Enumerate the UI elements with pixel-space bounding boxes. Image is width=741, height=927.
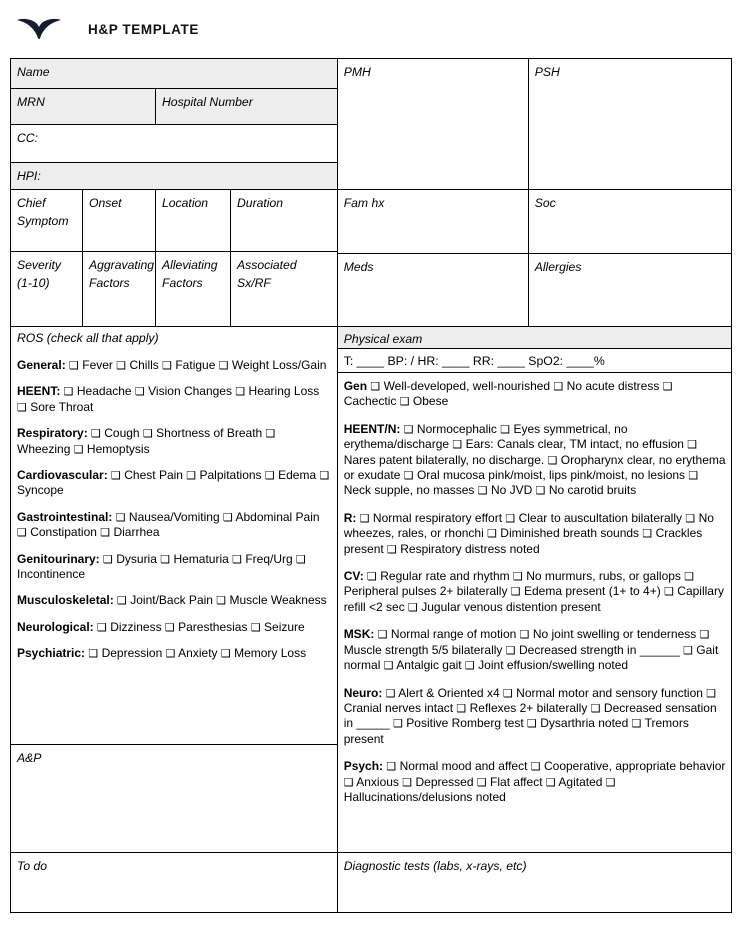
checkbox-label: Cachectic xyxy=(343,394,400,409)
field-soc[interactable]: Soc xyxy=(534,196,556,210)
field-severity[interactable]: Severity (1-10) xyxy=(11,252,83,326)
checkbox-label: Chills xyxy=(126,358,163,372)
category-label: Psych: xyxy=(343,759,387,774)
field-duration[interactable]: Duration xyxy=(237,196,284,210)
checkbox-icon[interactable]: ❑ xyxy=(117,594,127,608)
checkbox-label: Wheezing xyxy=(17,441,74,456)
category-label: Musculoskeletal: xyxy=(17,593,118,608)
ros-system-6 xyxy=(17,593,332,608)
checkbox-label: Hearing Loss xyxy=(245,384,320,399)
field-aggravating-factors[interactable]: Aggravating Factors xyxy=(83,252,156,326)
hpi-grid-row-1 xyxy=(11,190,337,252)
checkbox-label: Cough xyxy=(100,426,143,441)
checkbox-icon[interactable]: ❑ xyxy=(662,380,673,393)
checkbox-label: Memory Loss xyxy=(230,646,307,661)
checkbox-icon[interactable]: ❑ xyxy=(683,643,693,657)
category-label: Neuro: xyxy=(343,685,386,700)
meds-allergies-row xyxy=(338,254,731,327)
checkbox-icon[interactable]: ❑ xyxy=(160,552,171,566)
checkbox-label: No wheezes, rales, or rhonchi xyxy=(343,510,714,541)
checkbox-icon[interactable]: ❑ xyxy=(399,395,410,409)
checkbox-label: Dysarthria noted xyxy=(536,716,632,731)
field-todo[interactable]: To do xyxy=(17,859,48,873)
exam-system-4 xyxy=(344,627,726,673)
checkbox-icon[interactable]: ❑ xyxy=(699,628,710,642)
page-header xyxy=(0,0,741,58)
checkbox-icon[interactable]: ❑ xyxy=(218,359,229,372)
ros-heading: ROS (check all that apply) xyxy=(17,331,159,345)
hpi-grid-row-2 xyxy=(11,252,337,327)
checkbox-label: Tremors present xyxy=(343,716,689,746)
checkbox-label: Vision Changes xyxy=(144,384,236,399)
checkbox-label: Dysuria xyxy=(112,551,161,566)
field-associated-sx-rf[interactable]: Associated Sx/RF xyxy=(237,258,301,290)
checkbox-icon[interactable]: ❑ xyxy=(505,643,516,657)
page-title: H&P TEMPLATE xyxy=(88,21,199,37)
checkbox-icon[interactable]: ❑ xyxy=(17,526,27,540)
checkbox-label: Well-developed, well-nourished xyxy=(380,379,554,393)
checkbox-icon[interactable]: ❑ xyxy=(387,542,397,556)
wing-bird-logo-icon xyxy=(16,14,62,44)
field-hpi[interactable]: HPI: xyxy=(11,163,337,190)
field-onset[interactable]: Onset xyxy=(83,190,156,251)
checkbox-icon[interactable]: ❑ xyxy=(605,775,616,789)
exam-system-3 xyxy=(344,569,726,615)
checkbox-icon[interactable]: ❑ xyxy=(69,359,79,372)
checkbox-icon[interactable]: ❑ xyxy=(688,469,699,483)
checkbox-label: Seizure xyxy=(260,619,305,634)
checkbox-label: Crackles present xyxy=(343,526,703,556)
ros-checklist[interactable] xyxy=(17,358,332,662)
checkbox-icon[interactable]: ❑ xyxy=(527,717,537,731)
left-column xyxy=(11,59,338,912)
checkbox-icon[interactable]: ❑ xyxy=(403,422,414,436)
checkbox-icon[interactable]: ❑ xyxy=(319,469,330,483)
checkbox-icon[interactable]: ❑ xyxy=(547,453,558,467)
field-diagnostic-tests[interactable]: Diagnostic tests (labs, x-rays, etc) xyxy=(343,859,527,873)
exam-system-6 xyxy=(344,759,726,805)
checkbox-icon[interactable]: ❑ xyxy=(186,469,197,483)
checkbox-label: Freq/Urg xyxy=(242,551,297,566)
ros-system-7 xyxy=(17,620,332,635)
checkbox-icon[interactable]: ❑ xyxy=(222,510,233,524)
checkbox-icon[interactable]: ❑ xyxy=(220,647,231,661)
checkbox-label: Decreased strength in ______ xyxy=(515,642,684,657)
checkbox-label: Neck supple, no masses xyxy=(343,483,478,498)
exam-system-5 xyxy=(344,686,726,748)
checkbox-label: Shortness of Breath xyxy=(152,426,266,441)
category-label: HEENT: xyxy=(17,384,64,399)
checkbox-label: No carotid bruits xyxy=(545,483,637,498)
checkbox-icon[interactable]: ❑ xyxy=(265,427,276,441)
checkbox-icon[interactable]: ❑ xyxy=(505,511,516,525)
checkbox-icon[interactable]: ❑ xyxy=(545,775,556,789)
hp-form-table xyxy=(10,58,732,913)
ros-system-0 xyxy=(17,358,332,373)
field-ap[interactable]: A&P xyxy=(11,745,337,853)
checkbox-icon[interactable]: ❑ xyxy=(100,526,111,540)
field-chief-symptom[interactable]: Chief Symptom xyxy=(11,190,83,251)
checkbox-icon[interactable]: ❑ xyxy=(367,570,377,584)
checkbox-label: No acute distress xyxy=(563,379,663,393)
checkbox-label: Edema xyxy=(274,468,320,483)
checkbox-label: Decreased sensation in _____ xyxy=(343,700,717,731)
pmh-psh-row xyxy=(338,59,731,190)
field-allergies[interactable]: Allergies xyxy=(534,260,582,274)
checkbox-label: Weight Loss/Gain xyxy=(228,358,327,372)
checkbox-icon[interactable]: ❑ xyxy=(232,552,243,566)
category-label: Neurological: xyxy=(17,619,98,634)
checkbox-icon[interactable]: ❑ xyxy=(142,427,153,441)
checkbox-label: Ears: Canals clear, TM intact, no effusion xyxy=(462,437,688,452)
field-alleviating-factors[interactable]: Alleviating Factors xyxy=(156,252,231,326)
checkbox-label: Positive Romberg test xyxy=(402,716,528,731)
checkbox-icon[interactable]: ❑ xyxy=(383,659,394,673)
category-label: Gastrointestinal: xyxy=(17,509,116,524)
checkbox-icon[interactable]: ❑ xyxy=(162,359,173,372)
ros-system-1 xyxy=(17,384,332,415)
checkbox-label: Agitated xyxy=(555,774,606,789)
checkbox-icon[interactable]: ❑ xyxy=(477,484,488,498)
ros-system-5 xyxy=(17,552,332,583)
checkbox-label: No JVD xyxy=(487,483,536,498)
checkbox-label: Constipation xyxy=(26,525,101,540)
checkbox-icon[interactable]: ❑ xyxy=(164,620,175,634)
right-column xyxy=(338,59,731,912)
checkbox-icon[interactable]: ❑ xyxy=(116,359,127,372)
checkbox-icon[interactable]: ❑ xyxy=(553,380,564,393)
checkbox-label: Normal respiratory effort xyxy=(369,510,506,525)
field-name[interactable]: Name xyxy=(11,59,337,89)
checkbox-label: Depressed xyxy=(412,774,477,789)
checkbox-icon[interactable]: ❑ xyxy=(685,511,696,525)
checkbox-icon[interactable]: ❑ xyxy=(535,484,546,498)
checkbox-label: Cranial nerves intact xyxy=(343,700,457,715)
checkbox-icon[interactable]: ❑ xyxy=(103,552,113,566)
checkbox-icon[interactable]: ❑ xyxy=(519,628,530,642)
checkbox-label: Alert & Oriented x4 xyxy=(395,685,503,700)
checkbox-icon[interactable]: ❑ xyxy=(73,442,84,456)
checkbox-label: Nares patent bilaterally, no discharge. xyxy=(343,452,548,467)
field-psh[interactable]: PSH xyxy=(534,65,560,79)
checkbox-label: Anxiety xyxy=(175,646,221,661)
checkbox-icon[interactable]: ❑ xyxy=(706,686,717,700)
checkbox-icon[interactable]: ❑ xyxy=(134,385,145,399)
checkbox-label: Peripheral pulses 2+ bilaterally xyxy=(343,584,511,599)
category-label: MSK: xyxy=(343,627,378,642)
checkbox-label: Headache xyxy=(73,384,135,399)
checkbox-label: Paresthesias xyxy=(174,619,251,634)
physical-exam-heading: Physical exam xyxy=(338,327,731,349)
checkbox-icon[interactable]: ❑ xyxy=(487,527,497,541)
checkbox-icon[interactable]: ❑ xyxy=(386,760,397,774)
checkbox-label: Normal motor and sensory function xyxy=(512,685,707,700)
checkbox-label: Oropharynx clear, no erythema or exudate xyxy=(343,452,726,483)
checkbox-label: Hemoptysis xyxy=(83,441,150,456)
checkbox-icon[interactable]: ❑ xyxy=(63,385,74,399)
vitals-row[interactable]: T: ____ BP: / HR: ____ RR: ____ SpO2: ____% xyxy=(338,349,731,373)
checkbox-label: Hallucinations/delusions noted xyxy=(343,789,506,804)
checkbox-icon[interactable]: ❑ xyxy=(377,628,388,642)
checkbox-icon[interactable]: ❑ xyxy=(530,760,541,774)
ros-system-2 xyxy=(17,426,332,457)
checkbox-icon[interactable]: ❑ xyxy=(216,594,227,608)
checkbox-icon[interactable]: ❑ xyxy=(370,380,381,393)
checkbox-label: Normal mood and affect xyxy=(396,759,531,774)
category-label: General: xyxy=(17,358,70,372)
checkbox-label: Abdominal Pain xyxy=(232,509,320,524)
checkbox-label: Syncope xyxy=(17,483,64,498)
checkbox-label: Normocephalic xyxy=(413,421,501,436)
checkbox-icon[interactable]: ❑ xyxy=(393,717,403,731)
exam-system-1 xyxy=(344,422,726,499)
checkbox-label: Joint/Back Pain xyxy=(126,593,217,608)
checkbox-label: Eyes symmetrical, no erythema/discharge xyxy=(343,421,628,452)
checkbox-icon[interactable]: ❑ xyxy=(17,400,27,414)
checkbox-label: Normal range of motion xyxy=(387,627,520,642)
checkbox-label: Reflexes 2+ bilaterally xyxy=(466,700,591,715)
checkbox-label: Cooperative, appropriate behavior xyxy=(540,759,726,774)
checkbox-icon[interactable]: ❑ xyxy=(264,469,275,483)
checkbox-label: Fever xyxy=(78,358,117,372)
checkbox-icon[interactable]: ❑ xyxy=(250,620,261,634)
checkbox-label: Nausea/Vomiting xyxy=(125,509,223,524)
famhx-soc-row xyxy=(338,190,731,254)
ros-section xyxy=(11,327,337,745)
field-meds[interactable]: Meds xyxy=(338,254,529,326)
checkbox-icon[interactable]: ❑ xyxy=(502,686,513,700)
checkbox-label: Gait normal xyxy=(343,642,719,673)
checkbox-label: Clear to auscultation bilaterally xyxy=(515,510,686,525)
checkbox-icon[interactable]: ❑ xyxy=(590,701,601,715)
checkbox-icon[interactable]: ❑ xyxy=(687,438,698,452)
checkbox-label: Muscle Weakness xyxy=(226,593,327,608)
checkbox-icon[interactable]: ❑ xyxy=(235,385,246,399)
checkbox-icon[interactable]: ❑ xyxy=(97,620,107,634)
checkbox-icon[interactable]: ❑ xyxy=(115,510,126,524)
category-label: Respiratory: xyxy=(17,426,92,441)
exam-system-0 xyxy=(344,379,726,410)
field-fam-hx[interactable]: Fam hx xyxy=(338,190,529,253)
checkbox-label: Respiratory distress noted xyxy=(396,541,540,556)
checkbox-label: Chest Pain xyxy=(120,468,187,483)
ros-system-4 xyxy=(17,510,332,541)
checkbox-icon[interactable]: ❑ xyxy=(684,570,695,584)
checkbox-icon[interactable]: ❑ xyxy=(88,647,99,661)
checkbox-icon[interactable]: ❑ xyxy=(512,570,523,584)
field-location[interactable]: Location xyxy=(156,190,231,251)
checkbox-label: Sore Throat xyxy=(26,399,94,414)
checkbox-icon[interactable]: ❑ xyxy=(510,585,521,599)
checkbox-label: Obese xyxy=(409,394,449,409)
checkbox-icon[interactable]: ❑ xyxy=(408,600,418,614)
checkbox-label: Joint effusion/swelling noted xyxy=(474,658,629,673)
checkbox-label: No murmurs, rubs, or gallops xyxy=(522,569,685,584)
field-cc[interactable]: CC: xyxy=(11,125,337,163)
checkbox-icon[interactable]: ❑ xyxy=(403,469,414,483)
field-mrn[interactable]: MRN xyxy=(11,89,156,124)
checkbox-label: No joint swelling or tenderness xyxy=(529,627,700,642)
category-label: Cardiovascular: xyxy=(17,468,112,483)
checkbox-icon[interactable]: ❑ xyxy=(385,686,396,700)
category-label: Psychiatric: xyxy=(17,646,89,661)
ros-system-8 xyxy=(17,646,332,661)
checkbox-label: Palpitations xyxy=(196,468,265,483)
checkbox-icon[interactable]: ❑ xyxy=(343,775,354,789)
checkbox-label: Edema present (1+ to 4+) xyxy=(520,584,665,599)
checkbox-icon[interactable]: ❑ xyxy=(296,552,306,566)
checkbox-icon[interactable]: ❑ xyxy=(91,427,101,441)
checkbox-label: Hematuria xyxy=(170,551,233,566)
field-hospital-number[interactable]: Hospital Number xyxy=(156,89,337,124)
category-label: R: xyxy=(343,510,360,525)
checkbox-label: Incontinence xyxy=(17,567,86,582)
physical-exam-section xyxy=(338,373,731,853)
checkbox-icon[interactable]: ❑ xyxy=(359,511,370,525)
checkbox-icon[interactable]: ❑ xyxy=(111,469,121,483)
checkbox-label: Regular rate and rhythm xyxy=(376,569,513,584)
checkbox-label: Oral mucosa pink/moist, lips pink/moist, no lesions xyxy=(413,468,689,483)
checkbox-icon[interactable]: ❑ xyxy=(452,438,463,452)
checkbox-label: Flat affect xyxy=(486,774,546,789)
checkbox-icon[interactable]: ❑ xyxy=(642,527,653,541)
field-pmh[interactable]: PMH xyxy=(338,59,529,189)
checkbox-label: Dizziness xyxy=(106,619,165,634)
checkbox-label: Diarrhea xyxy=(110,525,160,540)
checkbox-icon[interactable]: ❑ xyxy=(500,422,511,436)
checkbox-icon[interactable]: ❑ xyxy=(456,701,467,715)
checkbox-label: Depression xyxy=(98,646,166,661)
checkbox-icon[interactable]: ❑ xyxy=(476,775,487,789)
exam-system-2 xyxy=(344,511,726,557)
mrn-row xyxy=(11,89,337,125)
physical-exam-checklist[interactable] xyxy=(344,379,726,805)
checkbox-label: Antalgic gait xyxy=(393,658,465,673)
checkbox-icon[interactable]: ❑ xyxy=(631,717,642,731)
checkbox-label: Jugular venous distention present xyxy=(417,599,601,614)
category-label: HEENT/N: xyxy=(343,421,404,436)
checkbox-label: Anxious xyxy=(353,774,403,789)
checkbox-icon[interactable]: ❑ xyxy=(464,659,475,673)
category-label: CV: xyxy=(343,569,368,584)
checkbox-icon[interactable]: ❑ xyxy=(664,585,674,599)
ros-system-3 xyxy=(17,468,332,499)
category-label: Genitourinary: xyxy=(17,551,104,566)
checkbox-icon[interactable]: ❑ xyxy=(402,775,413,789)
category-label: Gen xyxy=(343,379,371,393)
checkbox-label: Fatigue xyxy=(172,358,219,372)
checkbox-label: Muscle strength 5/5 bilaterally xyxy=(343,642,506,657)
checkbox-label: Capillary refill <2 sec xyxy=(343,584,724,614)
checkbox-label: Diminished breath sounds xyxy=(496,526,643,541)
checkbox-icon[interactable]: ❑ xyxy=(165,647,176,661)
